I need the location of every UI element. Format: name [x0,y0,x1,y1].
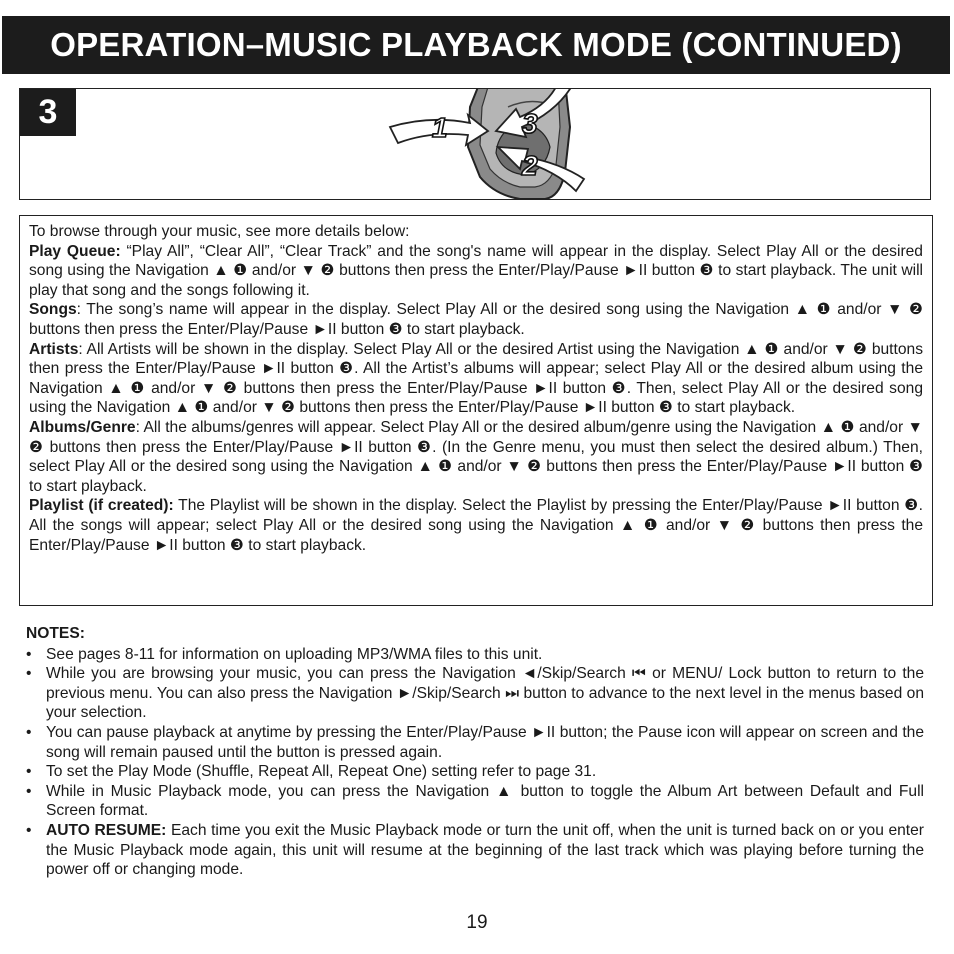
notes-list [26,645,924,880]
section-play-queue [29,242,923,301]
section-text: : All Artists will be shown in the display. Select Play All or the desired Artist using the Navigation ▲ ❶ and/or ▼ ❷ buttons then press the Enter/Play/Pause ►II button ❸. All the Artist’s albums will appear; select Play All or the desired album using the Navigation ▲ ❶ and/or ▼ ❷ buttons then press the Enter/Play/Pause ►II button ❸. Then, select Play All or the desired song using the Navigation ▲ ❶ and/or ▼ ❷ buttons then press the Enter/Play/Pause ►II button ❸ to start playback. [29,340,923,417]
bullet-icon: • [26,665,32,683]
browse-intro: To browse through your music, see more details below: [29,223,410,240]
section-label: Playlist (if created): [29,497,174,515]
notes-section [26,624,924,880]
section-artists [29,340,923,418]
step-3-panel [19,88,931,200]
bullet-icon: • [26,763,32,781]
note-text: You can pause playback at anytime by pressing the Enter/Play/Pause ►II button; the Pause icon will appear on screen and the song will remain paused until the button is pressed again. [46,723,924,761]
section-albums-genre [29,418,923,496]
note-item [26,762,924,782]
note-text: While you are browsing your music, you can press the Navigation ◄/Skip/Search ⏮ or MENU/ Lock button to return to the previous menu. You can also press the Navigation ►/Skip/Search ⏭ button to advance to the next level in the menus based on your selection. [46,665,924,722]
note-text: Each time you exit the Music Playback mode or turn the unit off, when the unit is turned back on or you enter the Music Playback mode again, this unit will resume at the beginning of the last track which was playing before turning the power off or changing mode. [46,821,925,879]
section-songs [29,300,923,339]
callout-label-1: 1 [432,112,448,143]
section-text: “Play All”, “Clear All”, “Clear Track” and the song's name will appear in the display. Select Play All or the desired song using the Navigation ▲ ❶ and/or ▼ ❷ buttons then press the Enter/Play/Pause ►II button ❸ to start playback. The unit will play that song and the songs following it. [29,242,923,299]
notes-heading: NOTES: [26,625,85,642]
note-label: AUTO RESUME: [46,821,167,839]
note-item [26,664,924,723]
section-text: : The song’s name will appear in the display. Select Play All or the desired song using the Navigation ▲ ❶ and/or ▼ ❷ buttons then press the Enter/Play/Pause ►II button ❸ to start playback. [29,301,923,338]
section-playlist [29,496,923,555]
note-text: While in Music Playback mode, you can press the Navigation ▲ button to toggle the Album Art between Default and Full Screen format. [46,782,924,820]
section-label: Albums/Genre [29,418,136,436]
callout-label-2: 2 [522,150,538,181]
device-buttons-illustration [370,88,610,200]
note-item [26,821,924,880]
note-item [26,782,924,821]
bullet-icon: • [26,723,32,741]
bullet-icon: • [26,782,32,800]
page-number: 19 [466,912,488,933]
step-number-badge [20,89,76,136]
note-text: See pages 8-11 for information on uploading MP3/WMA files to this unit. [46,645,543,663]
note-text: To set the Play Mode (Shuffle, Repeat All, Repeat One) setting refer to page 31. [46,763,597,781]
note-item [26,645,924,665]
section-text: : All the albums/genres will appear. Select Play All or the desired album/genre using the Navigation ▲ ❶ and/or ▼ ❷ buttons then press the Enter/Play/Pause ►II button ❸. (In the Genre menu, you must then select the desired album.) Then, select Play All or the desired song using the Navigation ▲ ❶ and/or ▼ ❷ buttons then press the Enter/Play/Pause ►II button ❸ to start playback. [29,418,923,495]
section-label: Artists [29,340,79,358]
callout-label-3: 3 [522,108,538,139]
browse-instructions-box [19,215,933,606]
step-number: 3 [38,93,58,131]
section-label: Play Queue: [29,242,121,260]
bullet-icon: • [26,821,32,839]
section-text: The Playlist will be shown in the display. Select the Playlist by pressing the Enter/Play/Pause ►II button ❸. All the songs will appear; select Play All or the desired song using the Navigation ▲ ❶ and/or ▼ ❷ buttons then press the Enter/Play/Pause ►II button ❸ to start playback. [29,497,923,554]
page-title: OPERATION–MUSIC PLAYBACK MODE (CONTINUED) [50,26,902,63]
page-title-bar [2,16,950,74]
bullet-icon: • [26,645,32,663]
section-label: Songs [29,301,77,319]
note-item [26,723,924,762]
